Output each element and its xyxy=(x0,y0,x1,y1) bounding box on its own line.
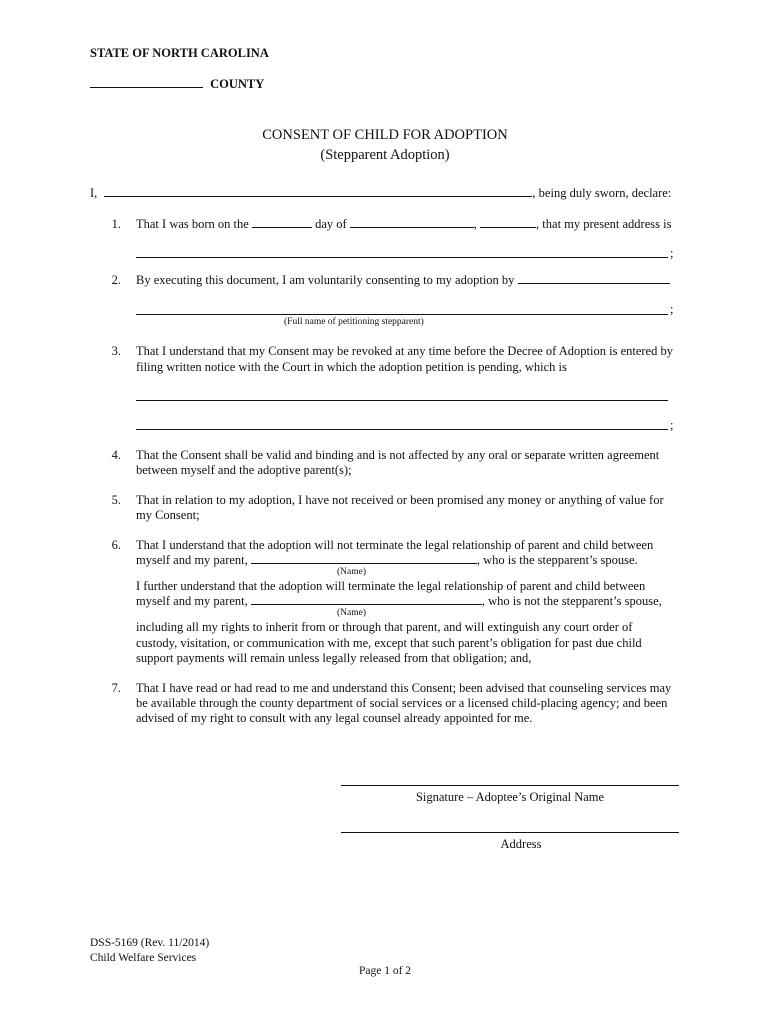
birth-day-blank[interactable] xyxy=(252,217,312,228)
address-signature-line[interactable] xyxy=(341,832,679,833)
county-label: COUNTY xyxy=(210,77,265,91)
signature-line[interactable] xyxy=(341,785,679,786)
item-6-line-4 xyxy=(136,594,662,609)
address-label: Address xyxy=(500,837,542,851)
document-subtitle: (Stepparent Adoption) xyxy=(320,147,450,163)
stepparent-name-blank-1[interactable] xyxy=(518,273,670,284)
court-line-2[interactable] xyxy=(136,429,668,430)
item-6-line-3: I further understand that the adoption will terminate the legal relationship of parent and child between xyxy=(136,579,646,593)
item-6-line-4a: myself and my parent, xyxy=(136,594,248,608)
item-1-text-d: , that my present address is xyxy=(536,217,672,231)
page-number: Page 1 of 2 xyxy=(358,965,412,977)
court-line-1[interactable] xyxy=(136,400,668,401)
form-number: DSS-5169 (Rev. 11/2014) xyxy=(90,937,210,949)
item-2-number: 2. xyxy=(111,273,121,287)
stepparent-name-line[interactable] xyxy=(136,314,668,315)
item-6-line-2a: myself and my parent, xyxy=(136,553,248,567)
item-6-line-6: custody, visitation, or communication with me, except that such parent’s obligation for past due child xyxy=(136,636,642,650)
declaration-line xyxy=(90,186,671,201)
declarant-name-blank[interactable] xyxy=(104,186,532,197)
item-5-line-1: That in relation to my adoption, I have not received or been promised any money or anything of value for xyxy=(136,493,664,507)
item-7-line-2: be available through the county department of social services or a licensed child-placing agency; and been xyxy=(136,696,668,710)
state-heading: STATE OF NORTH CAROLINA xyxy=(90,46,269,60)
other-parent-name-blank[interactable] xyxy=(251,594,482,605)
item-3-line-2: filing written notice with the Court in which the adoption petition is pending, which is xyxy=(136,360,567,374)
item-7-line-3: advised of my right to consult with any legal counsel already appointed for me. xyxy=(136,711,533,725)
item-6-line-1: That I understand that the adoption will not terminate the legal relationship of parent and child between xyxy=(136,538,654,552)
court-end: ; xyxy=(670,418,674,432)
item-6-line-2 xyxy=(136,553,638,568)
county-line xyxy=(90,77,264,92)
birth-year-blank[interactable] xyxy=(480,217,536,228)
item-3-line-1: That I understand that my Consent may be revoked at any time before the Decree of Adoption is entered by xyxy=(136,344,673,358)
county-blank[interactable] xyxy=(90,77,203,88)
item-2-text xyxy=(136,273,670,288)
item-6-line-2b: , who is the stepparent’s spouse. xyxy=(476,553,638,567)
address-end: ; xyxy=(670,246,674,260)
item-4-line-2: between myself and the adoptive parent(s); xyxy=(136,463,352,477)
declaration-prefix: I, xyxy=(90,186,98,200)
spouse-parent-caption: (Name) xyxy=(337,567,367,577)
birth-month-blank[interactable] xyxy=(350,217,474,228)
item-1-text-a: That I was born on the xyxy=(136,217,249,231)
address-line[interactable] xyxy=(136,257,668,258)
item-3-number: 3. xyxy=(111,344,121,358)
item-1-comma: , xyxy=(473,217,477,231)
item-2-text-a: By executing this document, I am voluntarily consenting to my adoption by xyxy=(136,273,515,287)
item-6-line-4b: , who is not the stepparent’s spouse, xyxy=(481,594,662,608)
document-title: CONSENT OF CHILD FOR ADOPTION xyxy=(262,127,508,143)
item-5-number: 5. xyxy=(111,493,121,507)
stepparent-name-end: ; xyxy=(670,302,674,316)
stepparent-name-caption: (Full name of petitioning stepparent) xyxy=(284,317,424,327)
item-7-line-1: That I have read or had read to me and understand this Consent; been advised that counseling services may xyxy=(136,681,672,695)
department-name: Child Welfare Services xyxy=(90,952,197,964)
item-1-number: 1. xyxy=(111,217,121,231)
item-1-text-b: day of xyxy=(315,217,347,231)
spouse-parent-name-blank[interactable] xyxy=(251,553,477,564)
item-4-line-1: That the Consent shall be valid and binding and is not affected by any oral or separate written agreement xyxy=(136,448,660,462)
item-5-line-2: my Consent; xyxy=(136,508,200,522)
item-6-number: 6. xyxy=(111,538,121,552)
item-7-number: 7. xyxy=(111,681,121,695)
item-4-number: 4. xyxy=(111,448,121,462)
other-parent-caption: (Name) xyxy=(337,608,367,618)
signature-label: Signature – Adoptee’s Original Name xyxy=(415,790,605,804)
item-1-text xyxy=(136,217,671,232)
declaration-suffix: , being duly sworn, declare: xyxy=(532,186,672,200)
item-6-line-5: including all my rights to inherit from or through that parent, and will extinguish any court order of xyxy=(136,620,633,634)
item-6-line-7: support payments will remain unless legally released from that obligation; and, xyxy=(136,651,532,665)
